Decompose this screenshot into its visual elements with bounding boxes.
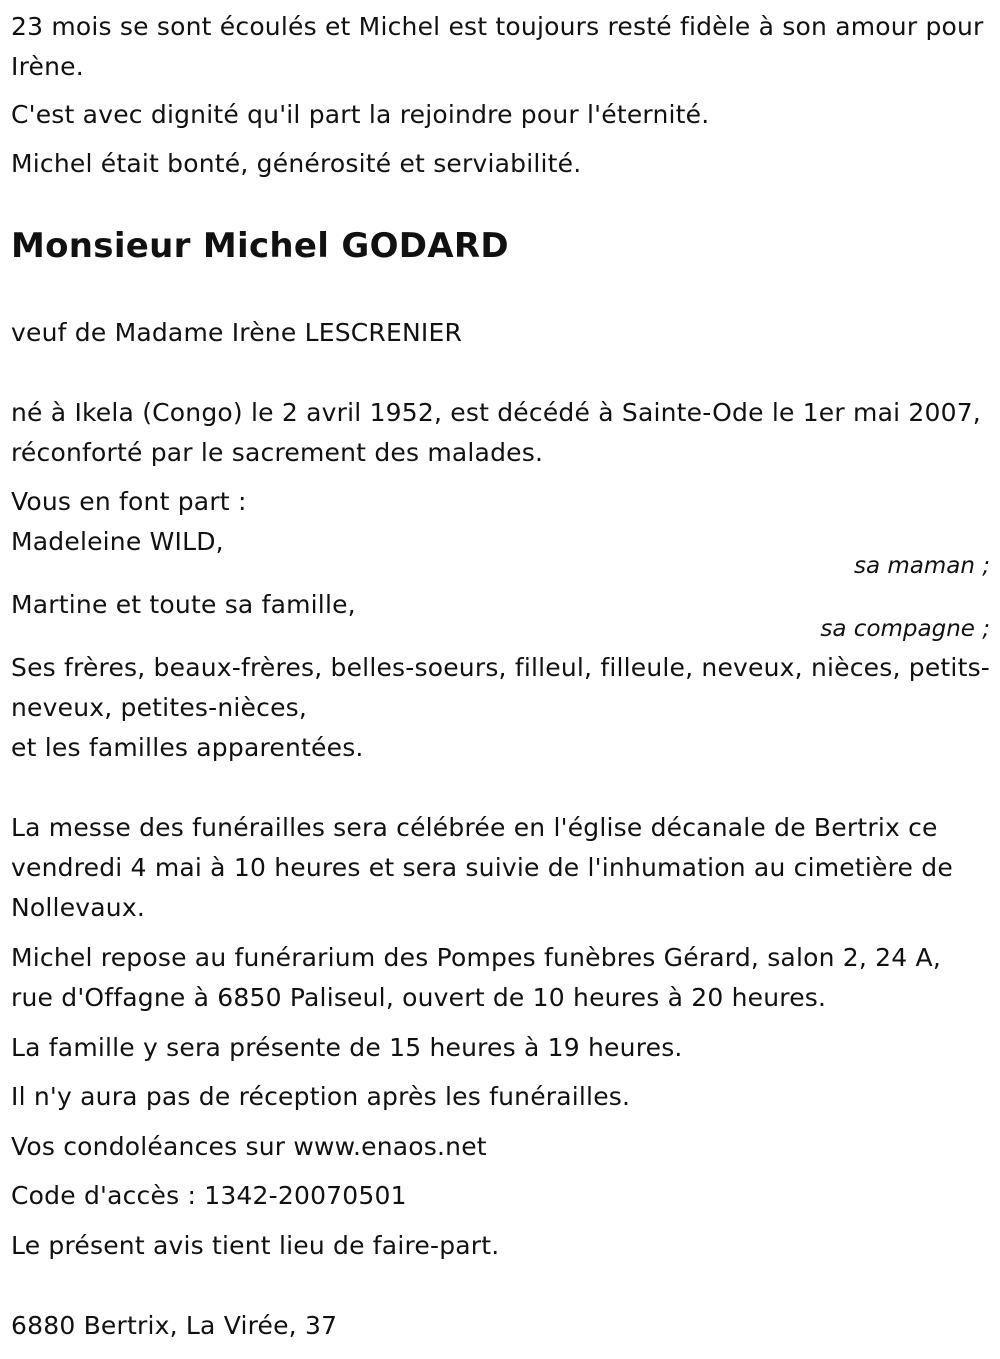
condolences-line: Vos condoléances sur www.enaos.net (11, 1132, 487, 1161)
announce-line: Vous en font part : (11, 487, 247, 516)
address-line: 6880 Bertrix, La Virée, 37 (11, 1311, 338, 1340)
widower-line: veuf de Madame Irène LESCRENIER (11, 318, 463, 347)
deceased-name-heading: Monsieur Michel GODARD (11, 226, 509, 266)
birth-death-paragraph: né à Ikela (Congo) le 2 avril 1952, est décédé à Sainte-Ode le 1er mai 2007, réconforté par le sacrement des malades. (11, 398, 981, 467)
partner-role: sa compagne ; (820, 616, 990, 642)
mother-role: sa maman ; (853, 553, 990, 579)
intro-paragraph-dignity: C'est avec dignité qu'il part la rejoindre pour l'éternité. (11, 100, 710, 129)
access-code-line: Code d'accès : 1342-20070501 (11, 1181, 407, 1210)
related-families-line: et les familles apparentées. (11, 733, 364, 762)
relatives-paragraph (11, 648, 991, 768)
partner-name: Martine et toute sa famille, (11, 590, 356, 619)
notice-line: Le présent avis tient lieu de faire-part. (11, 1231, 500, 1260)
mother-name: Madeleine WILD, (11, 527, 224, 556)
relatives-line: Ses frères, beaux-frères, belles-soeurs, filleul, filleule, neveux, nièces, petits-neveux, petites-nièces, (11, 653, 991, 722)
viewing-paragraph: Michel repose au funérarium des Pompes funèbres Gérard, salon 2, 24 A, rue d'Offagne à 6850 Paliseul, ouvert de 10 heures à 20 heures. (11, 943, 941, 1012)
family-presence-line: La famille y sera présente de 15 heures à 19 heures. (11, 1033, 683, 1062)
intro-paragraph-kindness: Michel était bonté, générosité et serviabilité. (11, 149, 582, 178)
intro-paragraph-faithful: 23 mois se sont écoulés et Michel est toujours resté fidèle à son amour pour Irène. (11, 12, 984, 81)
no-reception-line: Il n'y aura pas de réception après les funérailles. (11, 1082, 631, 1111)
funeral-mass-paragraph: La messe des funérailles sera célébrée en l'église décanale de Bertrix ce vendredi 4 mai à 10 heures et sera suivie de l'inhumation au cimetière de Nollevaux. (11, 813, 953, 922)
